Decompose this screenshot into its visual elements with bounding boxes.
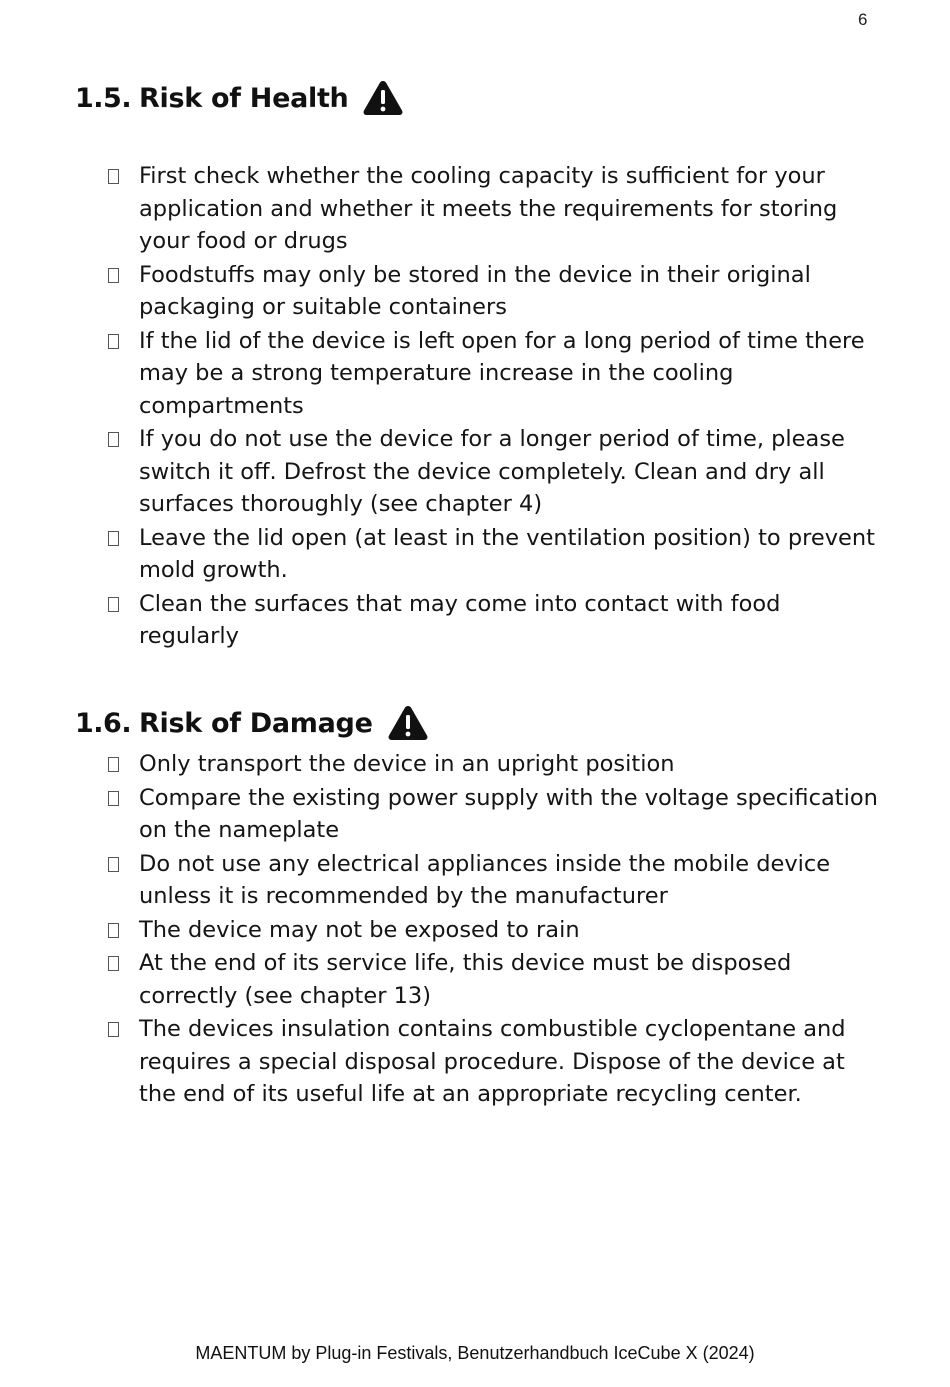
bullet-list [75, 748, 885, 1111]
section-title: Risk of Health [139, 82, 349, 114]
list-item: First check whether the cooling capacity is sufficient for your application and whether it meets the requirements for storing your food or drugs [75, 160, 885, 258]
section-number: 1.5. [75, 82, 132, 114]
list-item: Clean the surfaces that may come into contact with food regularly [75, 588, 885, 653]
bullet-marker [108, 432, 119, 447]
page-footer: MAENTUM by Plug-in Festivals, Benutzerhandbuch IceCube X (2024) [195, 1343, 755, 1363]
bullet-marker [108, 956, 119, 971]
page-number: 6 [858, 10, 868, 29]
bullet-marker [108, 597, 119, 612]
list-item: Compare the existing power supply with the voltage specification on the nameplate [75, 782, 885, 847]
section-risk-of-damage [75, 701, 885, 1112]
warning-triangle-icon [362, 79, 404, 117]
list-item: The device may not be exposed to rain [75, 914, 885, 947]
list-item: At the end of its service life, this device must be disposed correctly (see chapter 13) [75, 947, 885, 1012]
list-item: Foodstuffs may only be stored in the device in their original packaging or suitable containers [75, 259, 885, 324]
list-item: If you do not use the device for a longer period of time, please switch it off. Defrost the device completely. Clean and dry all surfaces thoroughly (see chapter 4) [75, 423, 885, 521]
list-item: Do not use any electrical appliances inside the mobile device unless it is recommended by the manufacturer [75, 848, 885, 913]
bullet-marker [108, 791, 119, 806]
section-risk-of-health [75, 76, 885, 654]
section-title: Risk of Damage [139, 707, 373, 739]
bullet-list [75, 160, 885, 653]
warning-triangle-icon [387, 704, 429, 742]
bullet-marker [108, 169, 119, 184]
bullet-marker [108, 857, 119, 872]
list-item: Only transport the device in an upright position [75, 748, 885, 781]
bullet-marker [108, 334, 119, 349]
list-item: The devices insulation contains combustible cyclopentane and requires a special disposal procedure. Dispose of the device at the end of its useful life at an appropriate recycling center. [75, 1013, 885, 1111]
bullet-marker [108, 268, 119, 283]
section-heading [75, 76, 885, 120]
bullet-marker [108, 1022, 119, 1037]
list-item: If the lid of the device is left open for a long period of time there may be a strong temperature increase in the cooling compartments [75, 325, 885, 423]
bullet-marker [108, 923, 119, 938]
section-heading [75, 701, 885, 745]
section-number: 1.6. [75, 707, 132, 739]
bullet-marker [108, 757, 119, 772]
list-item: Leave the lid open (at least in the ventilation position) to prevent mold growth. [75, 522, 885, 587]
bullet-marker [108, 531, 119, 546]
